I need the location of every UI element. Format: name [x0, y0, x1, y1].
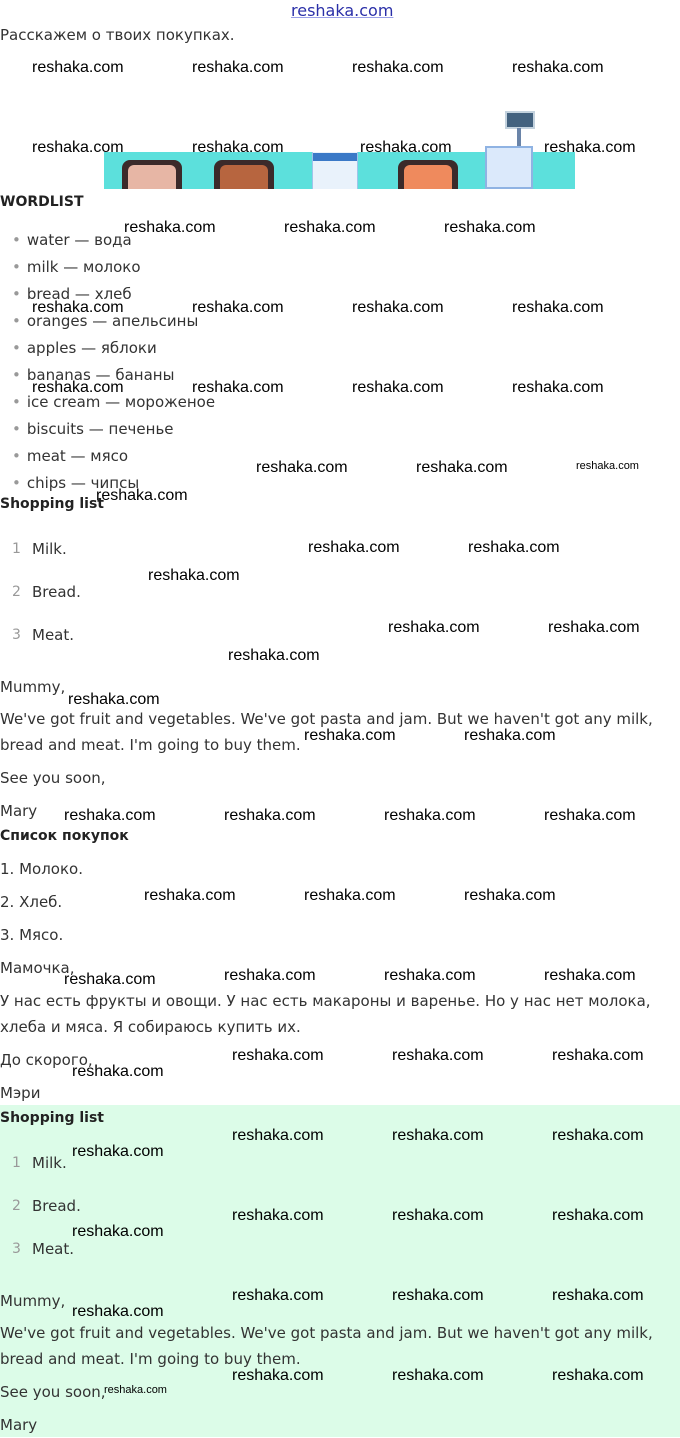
watermark: reshaka.com: [192, 379, 284, 396]
shopping-list-heading: Shopping list: [0, 496, 104, 512]
watermark: reshaka.com: [148, 567, 240, 584]
bullet-icon: •: [12, 447, 21, 465]
list-number: 2: [12, 584, 21, 600]
wordlist-heading: WORDLIST: [0, 194, 84, 210]
watermark: reshaka.com: [464, 727, 556, 744]
watermark: reshaka.com: [32, 379, 124, 396]
watermark: reshaka.com: [444, 219, 536, 236]
wordlist-item: • milk — молоко: [12, 258, 141, 276]
bullet-icon: •: [12, 366, 21, 384]
ru-list-item: 1. Молоко.: [0, 860, 83, 878]
bullet-icon: •: [12, 285, 21, 303]
watermark: reshaka.com: [392, 1127, 484, 1144]
watermark: reshaka.com: [392, 1207, 484, 1224]
watermark: reshaka.com: [512, 299, 604, 316]
answer-closing: See you soon,: [0, 1383, 106, 1401]
watermark: reshaka.com: [64, 971, 156, 988]
watermark: reshaka.com: [552, 1287, 644, 1304]
note-body: We've got fruit and vegetables. We've got pasta and jam. But we haven't got any milk, bread and meat. I'm going to buy them.: [0, 710, 653, 754]
list-item: Milk.: [32, 1154, 67, 1172]
bullet-icon: •: [12, 420, 21, 438]
watermark: reshaka.com: [544, 807, 636, 824]
watermark: reshaka.com: [304, 887, 396, 904]
wordlist-item: • chips — чипсы: [12, 474, 140, 492]
watermark: reshaka.com: [232, 1127, 324, 1144]
note-signature: Mary: [0, 802, 38, 820]
wordlist-item: • ice cream — мороженое: [12, 393, 216, 411]
watermark: reshaka.com: [72, 1223, 164, 1240]
watermark: reshaka.com: [224, 807, 316, 824]
bullet-icon: •: [12, 339, 21, 357]
note-closing: See you soon,: [0, 769, 106, 787]
watermark: reshaka.com: [68, 691, 160, 708]
watermark: reshaka.com: [552, 1127, 644, 1144]
list-number: 1: [12, 1155, 21, 1171]
list-item: Meat.: [32, 626, 75, 644]
watermark: reshaka.com: [544, 967, 636, 984]
ru-note-greeting: Мамочка,: [0, 959, 75, 977]
answer-body: We've got fruit and vegetables. We've got pasta and jam. But we haven't got any milk, bread and meat. I'm going to buy them.: [0, 1324, 653, 1368]
watermark: reshaka.com: [552, 1207, 644, 1224]
watermark: reshaka.com: [464, 887, 556, 904]
watermark: reshaka.com: [192, 59, 284, 76]
wordlist-item: • water — вода: [12, 231, 132, 249]
site-logo-link[interactable]: reshaka.com: [291, 1, 394, 20]
sausage-tray-icon: [214, 160, 274, 189]
scale-display-icon: [505, 111, 535, 129]
intro-text: Расскажем о твоих покупках.: [0, 26, 235, 44]
watermark: reshaka.com: [576, 460, 639, 472]
wordlist-item: • bananas — бананы: [12, 366, 175, 384]
watermark: reshaka.com: [32, 139, 124, 156]
wordlist-item: • apples — яблоки: [12, 339, 157, 357]
watermark: reshaka.com: [232, 1367, 324, 1384]
watermark: reshaka.com: [512, 59, 604, 76]
watermark: reshaka.com: [232, 1047, 324, 1064]
bullet-icon: •: [12, 258, 21, 276]
watermark: reshaka.com: [144, 887, 236, 904]
watermark: reshaka.com: [104, 1384, 167, 1396]
watermark: reshaka.com: [308, 539, 400, 556]
milk-carton-icon: [312, 152, 358, 189]
bacon-tray-icon: [122, 160, 182, 189]
watermark: reshaka.com: [32, 59, 124, 76]
watermark: reshaka.com: [256, 459, 348, 476]
list-item: Bread.: [32, 583, 81, 601]
ru-note-closing: До скорого,: [0, 1051, 93, 1069]
ru-list-heading: Список покупок: [0, 828, 129, 844]
ru-list-item: 3. Мясо.: [0, 926, 64, 944]
ru-note-body: У нас есть фрукты и овощи. У нас есть макароны и варенье. Но у нас нет молока, хлеба и мяса. Я собираюсь купить их.: [0, 992, 651, 1036]
ru-list-item: 2. Хлеб.: [0, 893, 63, 911]
bullet-icon: •: [12, 393, 21, 411]
watermark: reshaka.com: [360, 139, 452, 156]
list-number: 3: [12, 627, 21, 643]
answer-list-heading: Shopping list: [0, 1110, 104, 1126]
answer-signature: Mary: [0, 1416, 38, 1434]
watermark: reshaka.com: [552, 1367, 644, 1384]
watermark: reshaka.com: [552, 1047, 644, 1064]
watermark: reshaka.com: [384, 807, 476, 824]
list-item: Meat.: [32, 1240, 75, 1258]
watermark: reshaka.com: [468, 539, 560, 556]
watermark: reshaka.com: [192, 299, 284, 316]
list-item: Bread.: [32, 1197, 81, 1215]
watermark: reshaka.com: [304, 727, 396, 744]
watermark: reshaka.com: [388, 619, 480, 636]
wordlist-item: • biscuits — печенье: [12, 420, 174, 438]
watermark: reshaka.com: [192, 139, 284, 156]
watermark: reshaka.com: [384, 967, 476, 984]
bullet-icon: •: [12, 312, 21, 330]
list-number: 2: [12, 1198, 21, 1214]
wordlist-item: • bread — хлеб: [12, 285, 132, 303]
wordlist-item: • oranges — апельсины: [12, 312, 199, 330]
list-number: 3: [12, 1241, 21, 1257]
watermark: reshaka.com: [392, 1047, 484, 1064]
watermark: reshaka.com: [232, 1207, 324, 1224]
watermark: reshaka.com: [124, 219, 216, 236]
watermark: reshaka.com: [72, 1063, 164, 1080]
wordlist-item: • meat — мясо: [12, 447, 129, 465]
watermark: reshaka.com: [32, 299, 124, 316]
watermark: reshaka.com: [352, 299, 444, 316]
watermark: reshaka.com: [228, 647, 320, 664]
watermark: reshaka.com: [352, 59, 444, 76]
watermark: reshaka.com: [416, 459, 508, 476]
list-item: Milk.: [32, 540, 67, 558]
watermark: reshaka.com: [232, 1287, 324, 1304]
watermark: reshaka.com: [544, 139, 636, 156]
watermark: reshaka.com: [284, 219, 376, 236]
scale-icon: [485, 146, 533, 189]
watermark: reshaka.com: [64, 807, 156, 824]
watermark: reshaka.com: [72, 1143, 164, 1160]
watermark: reshaka.com: [224, 967, 316, 984]
watermark: reshaka.com: [72, 1303, 164, 1320]
bullet-icon: •: [12, 231, 21, 249]
watermark: reshaka.com: [352, 379, 444, 396]
note-greeting: Mummy,: [0, 678, 66, 696]
watermark: reshaka.com: [392, 1367, 484, 1384]
fish-tray-icon: [398, 160, 458, 189]
list-number: 1: [12, 541, 21, 557]
watermark: reshaka.com: [96, 487, 188, 504]
watermark: reshaka.com: [512, 379, 604, 396]
watermark: reshaka.com: [392, 1287, 484, 1304]
ru-note-signature: Мэри: [0, 1084, 41, 1102]
bullet-icon: •: [12, 474, 21, 492]
answer-greeting: Mummy,: [0, 1292, 66, 1310]
watermark: reshaka.com: [548, 619, 640, 636]
